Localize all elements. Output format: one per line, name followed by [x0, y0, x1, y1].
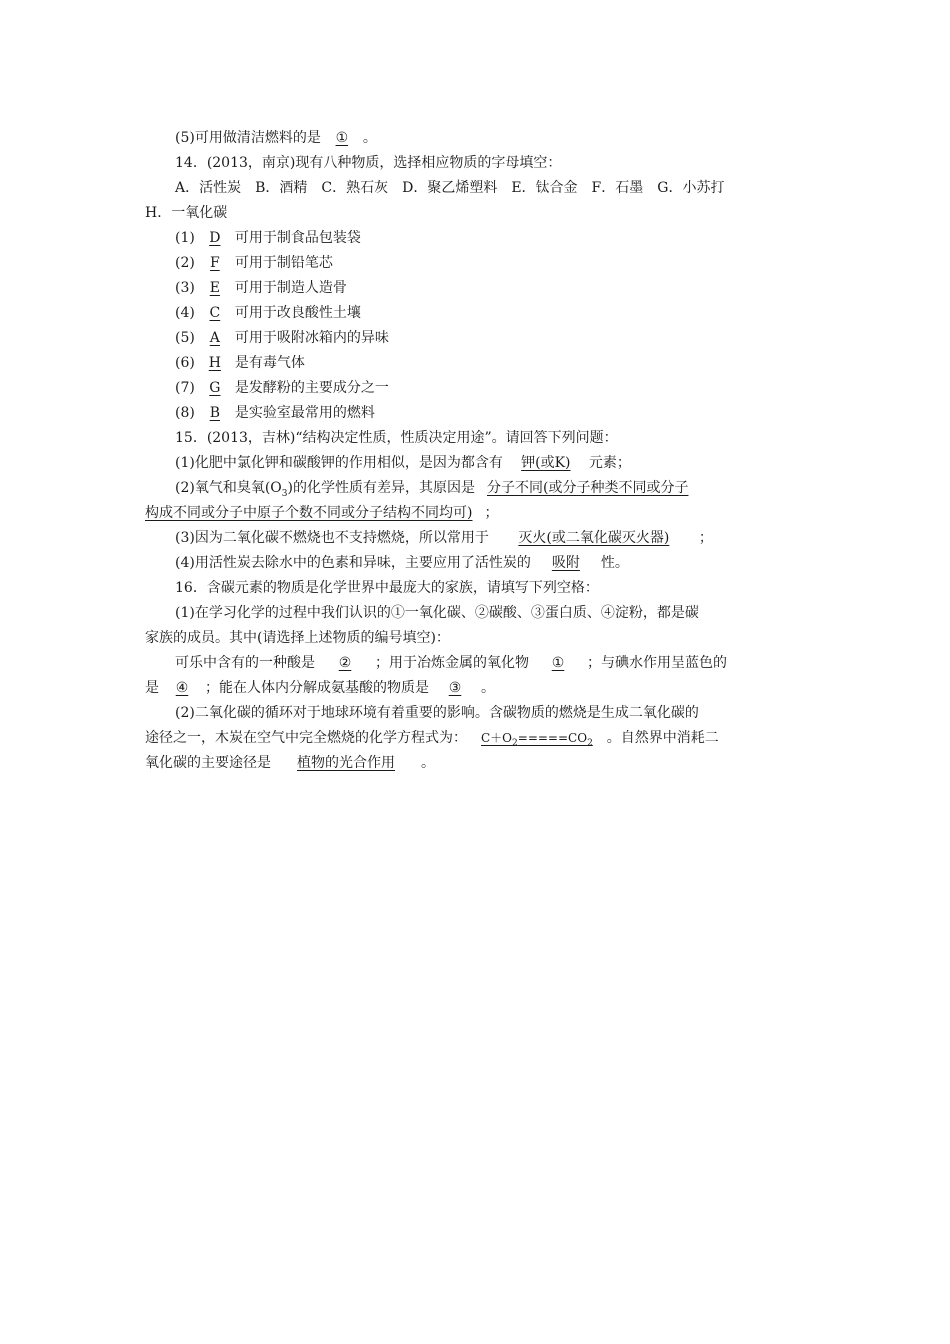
- q14-stem: 14．(2013，南京)现有八种物质，选择相应物质的字母填空：: [175, 155, 562, 171]
- q13-item-5-post: 。: [362, 130, 377, 146]
- q14-options-line-2: H．一氧化碳: [145, 205, 228, 221]
- q15-item-3-answer: 灭火(或二氧化碳灭火器): [518, 530, 670, 546]
- q15-item-3-text: (3)因为二氧化碳不燃烧也不支持燃烧，所以常用于: [175, 530, 489, 546]
- q14-item-answer: F: [209, 255, 220, 271]
- q16-part-2-text-a: 途径之一，木炭在空气中完全燃烧的化学方程式为：: [145, 730, 467, 746]
- q14-item: [145, 301, 810, 326]
- q14-item-text: 可用于改良酸性土壤: [234, 305, 361, 321]
- q16-answer-protein: ③: [448, 680, 462, 696]
- q16-part-1-line-1: (1)在学习化学的过程中我们认识的①一氧化碳、②碳酸、③蛋白质、④淀粉，都是碳: [175, 605, 699, 621]
- q16-part-1-text-f: 。: [481, 680, 495, 696]
- q14-item-answer: H: [208, 355, 221, 371]
- q15-item-4-post: 性。: [600, 555, 629, 571]
- q16-part-1-text-b: ；用于冶炼金属的氧化物: [375, 655, 529, 671]
- q15-item-2-subscript: 3: [281, 488, 288, 499]
- q14-item-number: (5): [175, 330, 195, 346]
- q14-item-text: 是有毒气体: [234, 355, 305, 371]
- q14-options-line-1: A．活性炭 B．酒精 C．熟石灰 D．聚乙烯塑料 E．钛合金 F．石墨 G．小苏打: [175, 180, 725, 196]
- equation-part-a: C＋O: [481, 731, 513, 745]
- q15-item-2-line-2: [145, 501, 810, 526]
- q16-part-2-text-c: 氧化碳的主要途径是: [145, 755, 271, 771]
- q15-item-4: [145, 551, 810, 576]
- q15-item-2-text-b: )的化学性质有差异，其原因是: [287, 480, 475, 496]
- q16-answer-oxide: ①: [551, 655, 565, 671]
- q14-item-text: 可用于制造人造骨: [234, 280, 347, 296]
- q15-item-2-post: ；: [484, 505, 499, 521]
- q16-answer-photosynthesis: 植物的光合作用: [297, 755, 395, 771]
- q16-part-2-line-1: (2)二氧化碳的循环对于地球环境有着重要的影响。含碳物质的燃烧是生成二氧化碳的: [175, 705, 699, 721]
- q16-part-2-line-2: [145, 726, 810, 751]
- q15-item-1-text: (1)化肥中氯化钾和碳酸钾的作用相似，是因为都含有: [175, 455, 503, 471]
- q16-answer-starch: ④: [175, 680, 189, 696]
- q14-item: [145, 376, 810, 401]
- q13-item-5-answer: ①: [335, 130, 349, 146]
- q14-item-text: 是发酵粉的主要成分之一: [234, 380, 389, 396]
- q15-item-3: [145, 526, 810, 551]
- q14-item-text: 可用于吸附冰箱内的异味: [234, 330, 389, 346]
- document-body: [145, 126, 810, 776]
- q16-part-2-text-b: 。自然界中消耗二: [606, 730, 719, 746]
- q16-stem: 16．含碳元素的物质是化学世界中最庞大的家族，请填写下列空格：: [175, 580, 599, 596]
- q16-part-1-line-4: [145, 676, 810, 701]
- q16-answer-equation: [467, 731, 607, 749]
- q14-item-answer: D: [209, 230, 221, 246]
- q14-item-number: (8): [175, 405, 195, 421]
- q14-item: [145, 276, 810, 301]
- q16-part-1-text-a: 可乐中含有的一种酸是: [175, 655, 315, 671]
- q14-item-number: (4): [175, 305, 195, 321]
- q14-item-number: (3): [175, 280, 195, 296]
- equation-subscript-1: 2: [512, 738, 518, 749]
- q14-item-text: 是实验室最常用的燃料: [234, 405, 375, 421]
- q15-item-2-line-1: [145, 476, 810, 501]
- q15-item-2-answer-part-2: 构成不同或分子中原子个数不同或分子结构不同均可): [145, 505, 473, 521]
- q14-items: [145, 226, 810, 426]
- q14-item-answer: A: [209, 330, 220, 346]
- q14-item: [145, 251, 810, 276]
- q16-part-1-text-e: ；能在人体内分解成氨基酸的物质是: [205, 680, 429, 696]
- q16-part-2-line-3: [145, 751, 810, 776]
- equation-part-b: =====CO: [517, 731, 588, 745]
- q14-item-text: 可用于制铅笔芯: [234, 255, 333, 271]
- q14-item-number: (7): [175, 380, 195, 396]
- q15-item-4-answer: 吸附: [551, 555, 580, 571]
- q15-item-1-answer: 钾(或K): [521, 455, 571, 471]
- q14-item: [145, 351, 810, 376]
- q15-item-3-post: ；: [698, 530, 713, 546]
- q15-item-4-text: (4)用活性炭去除水中的色素和异味，主要应用了活性炭的: [175, 555, 531, 571]
- q16-answer-acid: ②: [338, 655, 352, 671]
- equation-subscript-2: 2: [587, 738, 593, 749]
- q14-item-answer: C: [209, 305, 221, 321]
- q14-item-number: (6): [175, 355, 195, 371]
- q14-item-answer: G: [209, 380, 221, 396]
- q16-part-1-line-2: 家族的成员。其中(请选择上述物质的编号填空)：: [145, 630, 450, 646]
- q16-part-1-line-3: [145, 651, 810, 676]
- q13-item-5-text: (5)可用做清洁燃料的是: [175, 130, 321, 146]
- q14-item-answer: B: [209, 405, 220, 421]
- q14-item-number: (1): [175, 230, 195, 246]
- q15-stem: 15．(2013，吉林)“结构决定性质，性质决定用途”。请回答下列问题：: [175, 430, 618, 446]
- q16-part-2-text-d: 。: [421, 755, 435, 771]
- q16-part-1-text-c: ；与碘水作用呈蓝色的: [587, 655, 727, 671]
- q13-item-5: [145, 126, 810, 151]
- q15-item-2-text-a: (2)氧气和臭氧(O: [175, 480, 282, 496]
- q15-item-1: [145, 451, 810, 476]
- q14-item-answer: E: [209, 280, 220, 296]
- q14-item-text: 可用于制食品包装袋: [234, 230, 361, 246]
- q14-item: [145, 326, 810, 351]
- q15-item-2-answer-part-1: 分子不同(或分子种类不同或分子: [486, 480, 689, 496]
- q15-item-1-post: 元素；: [588, 455, 631, 471]
- q14-item: [145, 401, 810, 426]
- q14-item: [145, 226, 810, 251]
- q16-part-1-text-d: 是: [145, 680, 159, 696]
- q14-item-number: (2): [175, 255, 195, 271]
